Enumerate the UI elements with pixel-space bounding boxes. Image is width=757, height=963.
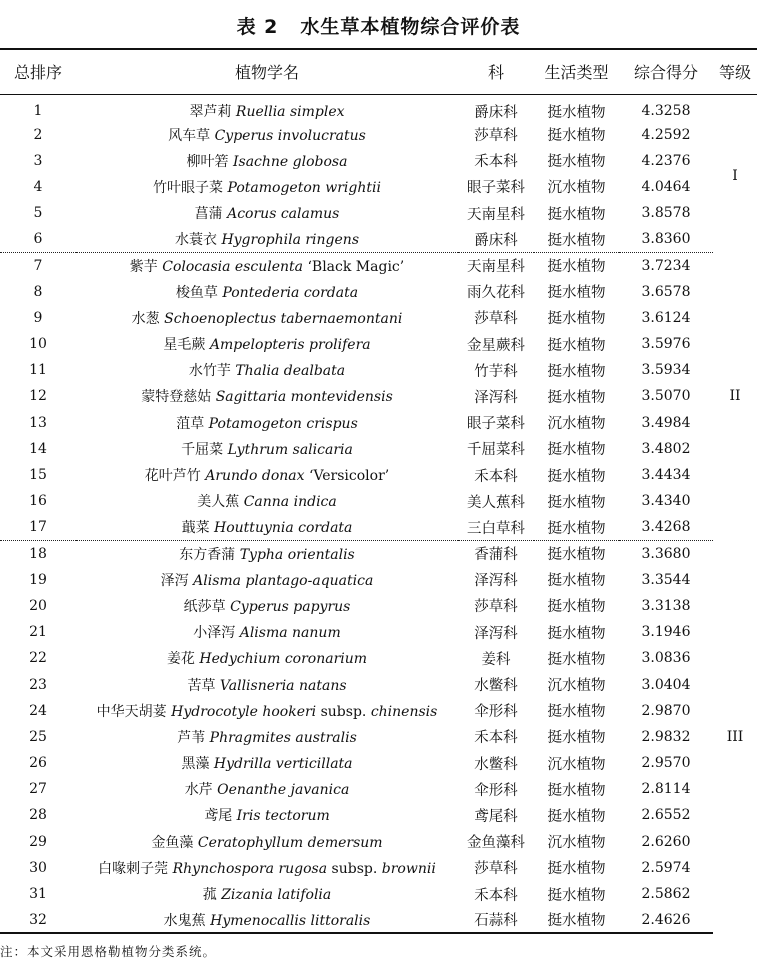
- name-cell: [76, 200, 458, 226]
- type-cell: 挺水植物: [547, 547, 606, 564]
- chinese-name: 纸莎草: [183, 598, 226, 615]
- family-cell: 莎草科: [474, 861, 518, 878]
- table-row: [0, 279, 757, 305]
- table-row: [0, 541, 757, 567]
- scientific-name: Isachne globosa: [232, 153, 348, 170]
- chinese-name: 鸢尾: [204, 808, 233, 825]
- scientific-name: Vallisneria natans: [219, 677, 347, 694]
- rank-cell: 9: [33, 309, 43, 326]
- family-cell: 香蒲科: [474, 547, 518, 564]
- rank-cell: 3: [33, 152, 43, 169]
- family-cell: 石蒜科: [458, 907, 534, 933]
- family-cell: 水鳖科: [474, 756, 518, 773]
- grade-cell: I: [732, 168, 738, 185]
- family-cell: 伞形科: [474, 782, 518, 799]
- table-row: [0, 174, 757, 200]
- type-cell: 挺水植物: [547, 468, 606, 485]
- type-cell: 挺水植物: [547, 389, 606, 406]
- type-cell: 沉水植物: [547, 416, 606, 433]
- scientific-name: Colocasia esculenta: [162, 258, 304, 275]
- table-row: [0, 305, 757, 331]
- name-cell: [76, 829, 458, 855]
- rank-cell: 15: [29, 467, 47, 484]
- chinese-name: 蒙特登慈姑: [141, 389, 212, 406]
- table-row: [0, 724, 757, 750]
- rank-cell: 1: [33, 103, 43, 119]
- type-cell: 挺水植物: [534, 907, 619, 933]
- rank-cell: 21: [29, 624, 47, 641]
- type-cell: 挺水植物: [547, 128, 606, 145]
- table-row: [0, 802, 757, 828]
- scientific-name: Arundo donax: [205, 468, 305, 485]
- chinese-name: 黑藻: [181, 756, 210, 773]
- type-cell: 挺水植物: [547, 808, 606, 825]
- name-cell: [76, 698, 458, 724]
- rank-cell: 7: [33, 257, 43, 274]
- grade-cell: II: [729, 388, 741, 405]
- score-cell: 3.4984: [641, 414, 691, 431]
- scientific-name: Schoenoplectus tabernaemontani: [164, 310, 403, 327]
- type-cell: 挺水植物: [547, 573, 606, 590]
- family-cell: 泽泻科: [474, 625, 518, 642]
- score-cell: 3.8578: [641, 205, 691, 222]
- table-row: [0, 252, 757, 278]
- table-row: [0, 698, 757, 724]
- rank-cell: 30: [29, 859, 47, 876]
- score-cell: 3.6124: [641, 309, 691, 326]
- score-cell: 3.0404: [641, 676, 691, 693]
- header-row: [0, 49, 757, 94]
- table-row: [0, 436, 757, 462]
- chinese-name: 千屈菜: [181, 441, 224, 458]
- name-cell: [76, 855, 458, 881]
- type-cell: 挺水植物: [547, 337, 606, 354]
- family-cell: 泽泻科: [474, 573, 518, 590]
- type-cell: 沉水植物: [547, 180, 606, 197]
- score-cell: 2.6260: [641, 833, 691, 850]
- table-row: [0, 619, 757, 645]
- type-cell: 挺水植物: [547, 651, 606, 668]
- score-cell: 3.4434: [641, 467, 691, 484]
- scientific-name: Iris tectorum: [236, 808, 330, 825]
- family-cell: 泽泻科: [474, 389, 518, 406]
- rank-cell: 6: [0, 226, 76, 252]
- table-note: 注：本文采用恩格勒植物分类系统。: [0, 944, 217, 959]
- table-title: [0, 12, 757, 39]
- table-row: [0, 514, 757, 540]
- scientific-name: Alisma plantago-aquatica: [193, 572, 374, 589]
- rank-cell: 28: [29, 807, 47, 824]
- scientific-name: Hedychium coronarium: [199, 651, 368, 668]
- evaluation-table: [0, 48, 757, 934]
- name-cell: [76, 331, 458, 357]
- rank-cell: 29: [29, 833, 47, 850]
- family-cell: 爵床科: [458, 226, 534, 252]
- rank-cell: 12: [29, 388, 47, 405]
- name-cell: [76, 776, 458, 802]
- family-cell: 禾本科: [474, 468, 518, 485]
- table-body: [0, 94, 757, 933]
- name-cell: [76, 724, 458, 750]
- table-row: [0, 148, 757, 174]
- scientific-name: Canna indica: [243, 494, 337, 511]
- score-cell: 2.9832: [641, 728, 691, 745]
- table-row: [0, 122, 757, 148]
- table-row: [0, 671, 757, 697]
- type-cell: 挺水植物: [547, 206, 606, 223]
- chinese-name: 菰: [202, 887, 217, 904]
- chinese-name: 菖蒲: [194, 206, 223, 223]
- score-cell: 3.4802: [641, 440, 691, 457]
- name-cell: [76, 802, 458, 828]
- rank-cell: 14: [29, 440, 47, 457]
- rank-cell: 32: [0, 907, 76, 933]
- header-name: 植物学名: [76, 49, 458, 94]
- chinese-name: 水竹芋: [188, 363, 231, 380]
- scientific-name: Hygrophila ringens: [221, 232, 360, 249]
- score-cell: 3.0836: [641, 650, 691, 667]
- rank-cell: 26: [29, 755, 47, 772]
- chinese-name: 翠芦莉: [189, 104, 232, 120]
- name-cell: [76, 383, 458, 409]
- name-cell: [76, 226, 458, 252]
- rank-cell: 24: [29, 702, 47, 719]
- table-row: [0, 226, 757, 252]
- chinese-name: 苦草: [187, 677, 216, 694]
- family-cell: 千屈菜科: [467, 442, 525, 459]
- chinese-name: 白喙刺子莞: [98, 860, 169, 877]
- type-cell: 挺水植物: [547, 730, 606, 747]
- score-cell: 2.4626: [619, 907, 713, 933]
- table-row: [0, 462, 757, 488]
- family-cell: 伞形科: [474, 704, 518, 721]
- family-cell: 天南星科: [467, 259, 525, 276]
- name-cell: [76, 462, 458, 488]
- family-cell: 禾本科: [474, 887, 518, 904]
- rank-cell: 27: [29, 781, 47, 798]
- scientific-name: Hydrilla verticillata: [213, 756, 353, 773]
- type-cell: 挺水植物: [547, 782, 606, 799]
- chinese-name: 金鱼藻: [151, 834, 194, 851]
- rank-cell: 4: [33, 178, 43, 195]
- rank-cell: 11: [29, 362, 47, 379]
- table-row: [0, 593, 757, 619]
- table-row: [0, 881, 757, 907]
- scientific-name: Alisma nanum: [239, 625, 341, 642]
- family-cell: 三白草科: [458, 514, 534, 540]
- table-row: [0, 410, 757, 436]
- family-cell: 眼子菜科: [467, 416, 525, 433]
- family-cell: 竹芋科: [474, 363, 518, 380]
- chinese-name: 姜花: [166, 651, 195, 668]
- score-cell: 2.6552: [641, 807, 691, 824]
- type-cell: 挺水植物: [547, 861, 606, 878]
- cultivar-or-subsp: ‘Versicolor’: [304, 468, 390, 485]
- family-cell: 雨久花科: [467, 285, 525, 302]
- type-cell: 挺水植物: [547, 599, 606, 616]
- type-cell: 挺水植物: [547, 625, 606, 642]
- type-cell: 挺水植物: [547, 887, 606, 904]
- chinese-name: 柳叶箬: [186, 153, 229, 170]
- scientific-name: Ampelopteris prolifera: [209, 337, 371, 354]
- score-cell: 3.6578: [641, 283, 691, 300]
- header-type: 生活类型: [534, 49, 619, 94]
- scientific-name: Lythrum salicaria: [227, 441, 353, 458]
- scientific-name: Pontederia cordata: [222, 284, 359, 301]
- table-row: [0, 200, 757, 226]
- score-cell: 4.0464: [641, 178, 691, 195]
- name-cell: [76, 122, 458, 148]
- chinese-name: 东方香蒲: [179, 546, 236, 563]
- name-cell: [76, 488, 458, 514]
- family-cell: 金鱼藻科: [467, 835, 525, 852]
- chinese-name: 星毛蕨: [163, 337, 206, 354]
- score-cell: 3.5934: [641, 362, 691, 379]
- grade-cell: III: [726, 728, 744, 745]
- type-cell: 挺水植物: [547, 104, 606, 121]
- chinese-name: 水蓑衣: [174, 232, 217, 249]
- type-cell: 挺水植物: [547, 442, 606, 459]
- score-cell: 3.3544: [641, 571, 691, 588]
- scientific-name: Houttuynia cordata: [214, 520, 353, 537]
- score-cell: 2.5974: [641, 859, 691, 876]
- score-cell: 4.2592: [641, 126, 691, 143]
- table-row: [0, 488, 757, 514]
- score-cell: 3.7234: [641, 257, 691, 274]
- score-cell: 2.9870: [641, 702, 691, 719]
- scientific-name-subsp: chinensis: [370, 703, 438, 720]
- scientific-name: Cyperus papyrus: [230, 598, 351, 615]
- name-cell: [76, 514, 458, 540]
- score-cell: 3.1946: [641, 624, 691, 641]
- scientific-name: Typha orientalis: [239, 546, 355, 563]
- family-cell: 莎草科: [474, 128, 518, 145]
- cultivar-or-subsp: subsp.: [327, 860, 382, 877]
- name-cell: [76, 94, 458, 122]
- scientific-name: Thalia dealbata: [235, 363, 346, 380]
- family-cell: 水鳖科: [474, 678, 518, 695]
- rank-cell: 2: [33, 126, 43, 143]
- rank-cell: 10: [29, 336, 47, 353]
- score-cell: 3.3680: [641, 545, 691, 562]
- scientific-name: Potamogeton wrightii: [227, 179, 381, 196]
- score-cell: 3.4268: [619, 514, 713, 540]
- chinese-name: 芦苇: [177, 729, 206, 746]
- family-cell: 眼子菜科: [467, 180, 525, 197]
- name-cell: [76, 305, 458, 331]
- scientific-name: Ceratophyllum demersum: [197, 834, 383, 851]
- scientific-name: Cyperus involucratus: [214, 127, 366, 144]
- table-row: [0, 331, 757, 357]
- rank-cell: 23: [29, 676, 47, 693]
- rank-cell: 17: [0, 514, 76, 540]
- name-cell: [76, 252, 458, 278]
- chinese-name: 水鬼蕉: [163, 912, 206, 929]
- scientific-name: Rhynchospora rugosa: [172, 860, 328, 877]
- table-number: 表 2: [236, 16, 279, 38]
- chinese-name: 风车草: [168, 127, 211, 144]
- type-cell: 挺水植物: [534, 226, 619, 252]
- family-cell: 天南星科: [467, 206, 525, 223]
- name-cell: [76, 907, 458, 933]
- scientific-name: Potamogeton crispus: [208, 415, 358, 432]
- score-cell: 3.4340: [641, 493, 691, 510]
- score-cell: 2.5862: [641, 886, 691, 903]
- name-cell: [76, 541, 458, 567]
- type-cell: 挺水植物: [534, 514, 619, 540]
- family-cell: 鸢尾科: [474, 808, 518, 825]
- name-cell: [76, 619, 458, 645]
- family-cell: 莎草科: [474, 599, 518, 616]
- scientific-name: Acorus calamus: [227, 206, 340, 223]
- chinese-name: 菹草: [176, 415, 205, 432]
- rank-cell: 22: [29, 650, 47, 667]
- table-row: [0, 567, 757, 593]
- family-cell: 美人蕉科: [467, 494, 525, 511]
- table-row: [0, 829, 757, 855]
- scientific-name: Oenanthe javanica: [217, 782, 350, 799]
- family-cell: 禾本科: [474, 154, 518, 171]
- cultivar-or-subsp: ‘Black Magic’: [303, 258, 405, 275]
- table-row: [0, 776, 757, 802]
- chinese-name: 梭鱼草: [175, 284, 218, 301]
- type-cell: 沉水植物: [547, 835, 606, 852]
- table-row: [0, 357, 757, 383]
- score-cell: 3.8360: [619, 226, 713, 252]
- scientific-name: Phragmites australis: [209, 729, 357, 746]
- scientific-name-subsp: brownii: [381, 860, 436, 877]
- rank-cell: 8: [33, 283, 43, 300]
- type-cell: 挺水植物: [547, 704, 606, 721]
- header-score: 综合得分: [619, 49, 713, 94]
- chinese-name: 中华天胡荽: [96, 703, 167, 720]
- rank-cell: 5: [33, 205, 43, 222]
- chinese-name: 蕺菜: [181, 520, 210, 537]
- chinese-name: 花叶芦竹: [144, 468, 201, 485]
- scientific-name: Zizania latifolia: [221, 887, 332, 904]
- name-cell: [76, 881, 458, 907]
- table-row: [0, 383, 757, 409]
- name-cell: [76, 593, 458, 619]
- score-cell: 3.3138: [641, 597, 691, 614]
- type-cell: 挺水植物: [547, 494, 606, 511]
- name-cell: [76, 567, 458, 593]
- name-cell: [76, 410, 458, 436]
- rank-cell: 16: [29, 493, 47, 510]
- name-cell: [76, 279, 458, 305]
- table-row: [0, 750, 757, 776]
- header-family: 科: [458, 49, 534, 94]
- scientific-name: Ruellia simplex: [235, 104, 345, 120]
- table-title-text: 水生草本植物综合评价表: [300, 16, 521, 38]
- table-row: [0, 855, 757, 881]
- chinese-name: 水芹: [184, 782, 213, 799]
- type-cell: 沉水植物: [547, 756, 606, 773]
- name-cell: [76, 148, 458, 174]
- table-row: [0, 907, 757, 933]
- name-cell: [76, 357, 458, 383]
- name-cell: [76, 750, 458, 776]
- chinese-name: 竹叶眼子菜: [153, 179, 224, 196]
- score-cell: 2.8114: [641, 781, 691, 798]
- type-cell: 挺水植物: [547, 311, 606, 328]
- family-cell: 金星蕨科: [467, 337, 525, 354]
- rank-cell: 25: [29, 728, 47, 745]
- scientific-name: Hymenocallis littoralis: [210, 912, 371, 929]
- name-cell: [76, 436, 458, 462]
- rank-cell: 31: [29, 886, 47, 903]
- family-cell: 爵床科: [474, 104, 518, 121]
- type-cell: 挺水植物: [547, 154, 606, 171]
- header-grade: 等级: [713, 49, 757, 94]
- chinese-name: 水葱: [131, 310, 160, 327]
- score-cell: 3.5070: [641, 388, 691, 405]
- score-cell: 3.5976: [641, 336, 691, 353]
- family-cell: 莎草科: [474, 311, 518, 328]
- name-cell: [76, 174, 458, 200]
- chinese-name: 紫芋: [129, 258, 158, 275]
- cultivar-or-subsp: subsp.: [316, 703, 371, 720]
- name-cell: [76, 671, 458, 697]
- scientific-name: Hydrocotyle hookeri: [171, 703, 317, 720]
- family-cell: 姜科: [481, 651, 511, 668]
- header-rank: 总排序: [0, 49, 76, 94]
- type-cell: 挺水植物: [547, 285, 606, 302]
- rank-cell: 18: [29, 545, 47, 562]
- rank-cell: 20: [29, 597, 47, 614]
- table-row: [0, 94, 757, 122]
- type-cell: 沉水植物: [547, 678, 606, 695]
- rank-cell: 19: [29, 571, 47, 588]
- table-row: [0, 645, 757, 671]
- score-cell: 4.3258: [641, 103, 691, 119]
- type-cell: 挺水植物: [547, 363, 606, 380]
- name-cell: [76, 645, 458, 671]
- scientific-name: Sagittaria montevidensis: [215, 389, 393, 406]
- family-cell: 禾本科: [474, 730, 518, 747]
- type-cell: 挺水植物: [547, 259, 606, 276]
- chinese-name: 美人蕉: [197, 494, 240, 511]
- score-cell: 2.9570: [641, 755, 691, 772]
- chinese-name: 小泽泻: [193, 625, 236, 642]
- rank-cell: 13: [29, 414, 47, 431]
- score-cell: 4.2376: [641, 152, 691, 169]
- chinese-name: 泽泻: [160, 572, 189, 589]
